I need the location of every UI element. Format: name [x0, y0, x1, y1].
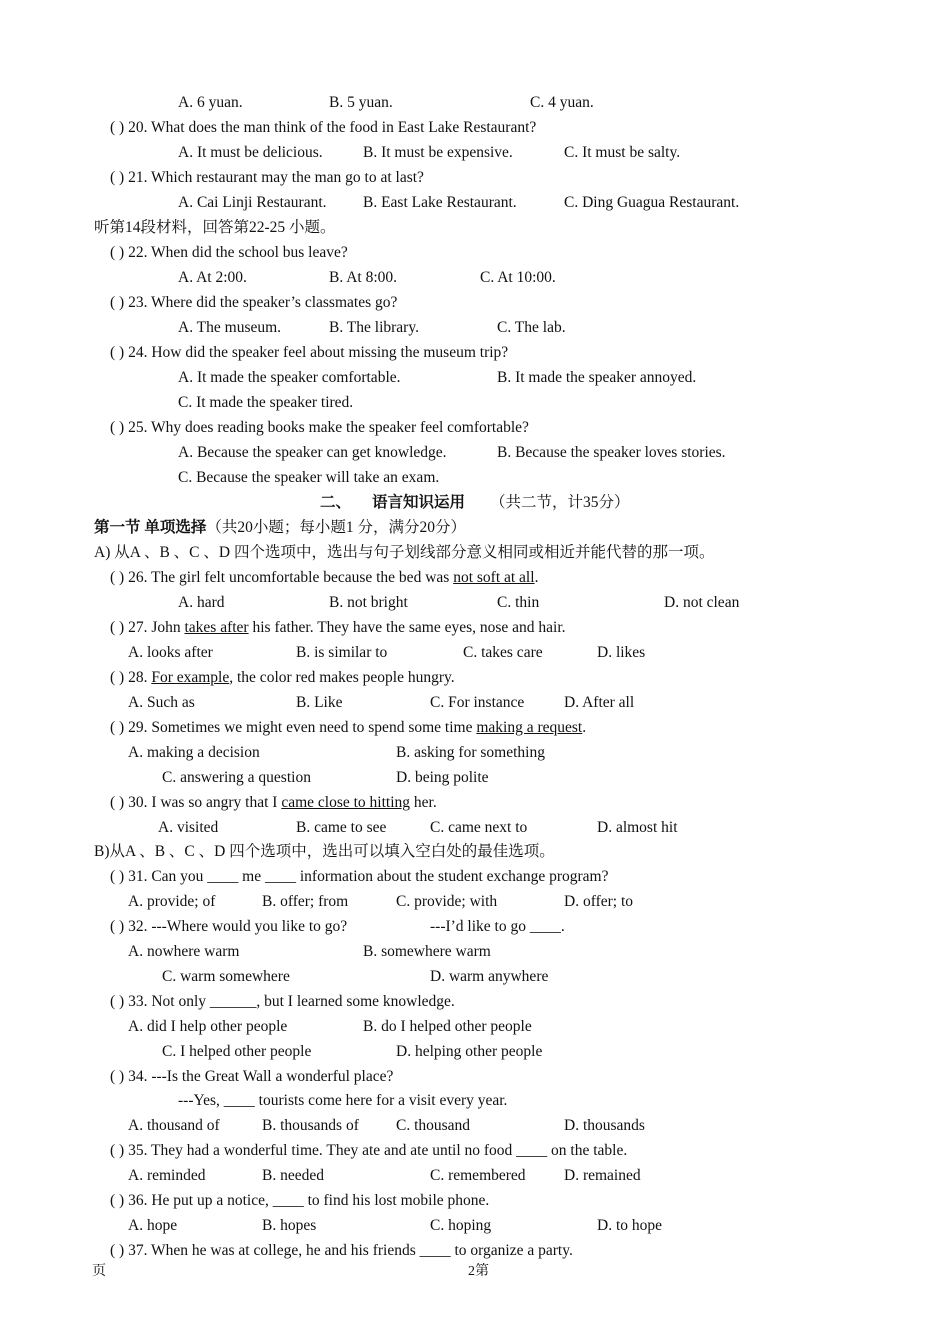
q19-option-b: B. 5 yuan. — [329, 94, 393, 111]
q26-pre: ( ) 26. The girl felt uncomfortable because the bed was — [110, 569, 454, 586]
section1-heading — [94, 518, 466, 538]
q30-pre: ( ) 30. I was so angry that I — [110, 794, 282, 811]
q29-underlined: making a request — [476, 719, 583, 736]
q30-prompt — [110, 793, 437, 813]
q29-option-d: D. being polite — [396, 769, 489, 786]
q20-option-c: C. It must be salty. — [564, 144, 681, 161]
q28-underlined: For example — [151, 669, 230, 686]
q30-underlined: came close to hitting — [281, 794, 411, 811]
q27-post: his father. They have the same eyes, nose and hair. — [248, 619, 566, 636]
q25-option-a: A. Because the speaker can get knowledge. — [178, 444, 447, 461]
q24-option-a: A. It made the speaker comfortable. — [178, 369, 401, 386]
q27-pre: ( ) 27. John — [110, 619, 185, 636]
q23-prompt: ( ) 23. Where did the speaker’s classmates go? — [110, 294, 398, 311]
q36-option-a: A. hope — [128, 1217, 178, 1234]
q19-option-a: A. 6 yuan. — [178, 94, 243, 111]
q36-option-c: C. hoping — [430, 1217, 492, 1234]
section1-note: （共20小题；每小题1 分，满分20分） — [206, 519, 467, 536]
q28-option-b: B. Like — [296, 694, 343, 711]
q19-option-c: C. 4 yuan. — [530, 94, 594, 111]
q30-option-b: B. came to see — [296, 819, 387, 836]
q31-option-d: D. offer; to — [564, 893, 634, 910]
q20-prompt: ( ) 20. What does the man think of the food in East Lake Restaurant? — [110, 119, 537, 136]
q36-prompt: ( ) 36. He put up a notice, ____ to find his lost mobile phone. — [110, 1192, 490, 1209]
q32-answer-line: ---I’d like to go ____. — [430, 918, 565, 935]
q21-prompt: ( ) 21. Which restaurant may the man go to at last? — [110, 169, 424, 186]
footer-page-left: 页 — [92, 1264, 106, 1279]
part2-title: 语言知识运用 — [372, 494, 466, 511]
q29-option-b: B. asking for something — [396, 744, 545, 761]
q35-option-b: B. needed — [262, 1167, 324, 1184]
q30-option-c: C. came next to — [430, 819, 528, 836]
q28-option-c: C. For instance — [430, 694, 525, 711]
q27-option-b: B. is similar to — [296, 644, 388, 661]
q21-option-b: B. East Lake Restaurant. — [363, 194, 517, 211]
q20-option-b: B. It must be expensive. — [363, 144, 513, 161]
q29-pre: ( ) 29. Sometimes we might even need to spend some time — [110, 719, 477, 736]
q34-option-b: B. thousands of — [262, 1117, 359, 1134]
q29-prompt — [110, 718, 586, 738]
q33-option-c: C. I helped other people — [162, 1043, 312, 1060]
q34-prompt: ( ) 34. ---Is the Great Wall a wonderful place? — [110, 1068, 394, 1085]
q27-option-d: D. likes — [597, 644, 646, 661]
q29-post: . — [582, 719, 587, 736]
q29-option-c: C. answering a question — [162, 769, 311, 786]
part2-number: 二、 — [320, 494, 352, 511]
q24-option-c: C. It made the speaker tired. — [178, 394, 354, 411]
q27-option-c: C. takes care — [463, 644, 543, 661]
q31-option-b: B. offer; from — [262, 893, 349, 910]
section-14-heading: 听第14段材料，回答第22-25 小题。 — [94, 219, 336, 236]
q23-option-b: B. The library. — [329, 319, 419, 336]
q21-option-c: C. Ding Guagua Restaurant. — [564, 194, 740, 211]
q22-option-a: A. At 2:00. — [178, 269, 247, 286]
q35-option-d: D. remained — [564, 1167, 641, 1184]
footer-page-number: 2第 — [468, 1264, 489, 1279]
q26-option-a: A. hard — [178, 594, 225, 611]
q24-prompt: ( ) 24. How did the speaker feel about missing the museum trip? — [110, 344, 509, 361]
q30-option-a: A. visited — [158, 819, 219, 836]
instruction-b: B)从A 、B 、C 、D 四个选项中，选出可以填入空白处的最佳选项。 — [94, 843, 555, 860]
q37-prompt: ( ) 37. When he was at college, he and his friends ____ to organize a party. — [110, 1242, 573, 1259]
q25-option-b: B. Because the speaker loves stories. — [497, 444, 726, 461]
q36-option-b: B. hopes — [262, 1217, 317, 1234]
q34-answer-line: ---Yes, ____ tourists come here for a visit every year. — [178, 1092, 508, 1109]
q25-option-c: C. Because the speaker will take an exam. — [178, 469, 440, 486]
q27-underlined: takes after — [184, 619, 249, 636]
q22-option-b: B. At 8:00. — [329, 269, 398, 286]
q31-option-c: C. provide; with — [396, 893, 498, 910]
q34-option-d: D. thousands — [564, 1117, 645, 1134]
q26-underlined: not soft at all — [453, 569, 535, 586]
section1-title: 第一节 单项选择 — [94, 519, 207, 536]
q24-option-b: B. It made the speaker annoyed. — [497, 369, 697, 386]
q27-option-a: A. looks after — [128, 644, 213, 661]
q34-option-c: C. thousand — [396, 1117, 471, 1134]
q21-option-a: A. Cai Linji Restaurant. — [178, 194, 327, 211]
q23-option-c: C. The lab. — [497, 319, 566, 336]
q28-post: , the color red makes people hungry. — [229, 669, 455, 686]
q35-option-a: A. reminded — [128, 1167, 206, 1184]
q31-option-a: A. provide; of — [128, 893, 216, 910]
q35-prompt: ( ) 35. They had a wonderful time. They ate and ate until no food ____ on the table. — [110, 1142, 628, 1159]
q22-option-c: C. At 10:00. — [480, 269, 556, 286]
q31-prompt: ( ) 31. Can you ____ me ____ information about the student exchange program? — [110, 868, 609, 885]
q32-option-c: C. warm somewhere — [162, 968, 290, 985]
q33-prompt: ( ) 33. Not only ______, but I learned some knowledge. — [110, 993, 455, 1010]
q28-pre: ( ) 28. — [110, 669, 152, 686]
q30-option-d: D. almost hit — [597, 819, 678, 836]
q33-option-d: D. helping other people — [396, 1043, 543, 1060]
q35-option-c: C. remembered — [430, 1167, 526, 1184]
q36-option-d: D. to hope — [597, 1217, 663, 1234]
q34-option-a: A. thousand of — [128, 1117, 220, 1134]
q29-option-a: A. making a decision — [128, 744, 260, 761]
part2-note: （共二节，计35分） — [490, 494, 630, 511]
q25-prompt: ( ) 25. Why does reading books make the speaker feel comfortable? — [110, 419, 529, 436]
q32-option-d: D. warm anywhere — [430, 968, 549, 985]
q33-option-b: B. do I helped other people — [363, 1018, 532, 1035]
q32-option-a: A. nowhere warm — [128, 943, 240, 960]
q20-option-a: A. It must be delicious. — [178, 144, 323, 161]
q26-option-c: C. thin — [497, 594, 540, 611]
q30-post: her. — [410, 794, 437, 811]
q26-prompt — [110, 568, 538, 588]
q28-option-a: A. Such as — [128, 694, 195, 711]
q32-option-b: B. somewhere warm — [363, 943, 491, 960]
q23-option-a: A. The museum. — [178, 319, 282, 336]
instruction-a: A) 从A 、B 、C 、D 四个选项中，选出与句子划线部分意义相同或相近并能代替的那一项。 — [94, 544, 715, 561]
q26-option-b: B. not bright — [329, 594, 408, 611]
q32-prompt: ( ) 32. ---Where would you like to go? — [110, 918, 348, 935]
q26-option-d: D. not clean — [664, 594, 740, 611]
q27-prompt — [110, 618, 566, 638]
q22-prompt: ( ) 22. When did the school bus leave? — [110, 244, 348, 261]
q28-prompt — [110, 668, 455, 688]
q28-option-d: D. After all — [564, 694, 635, 711]
q33-option-a: A. did I help other people — [128, 1018, 288, 1035]
q26-post: . — [534, 569, 539, 586]
